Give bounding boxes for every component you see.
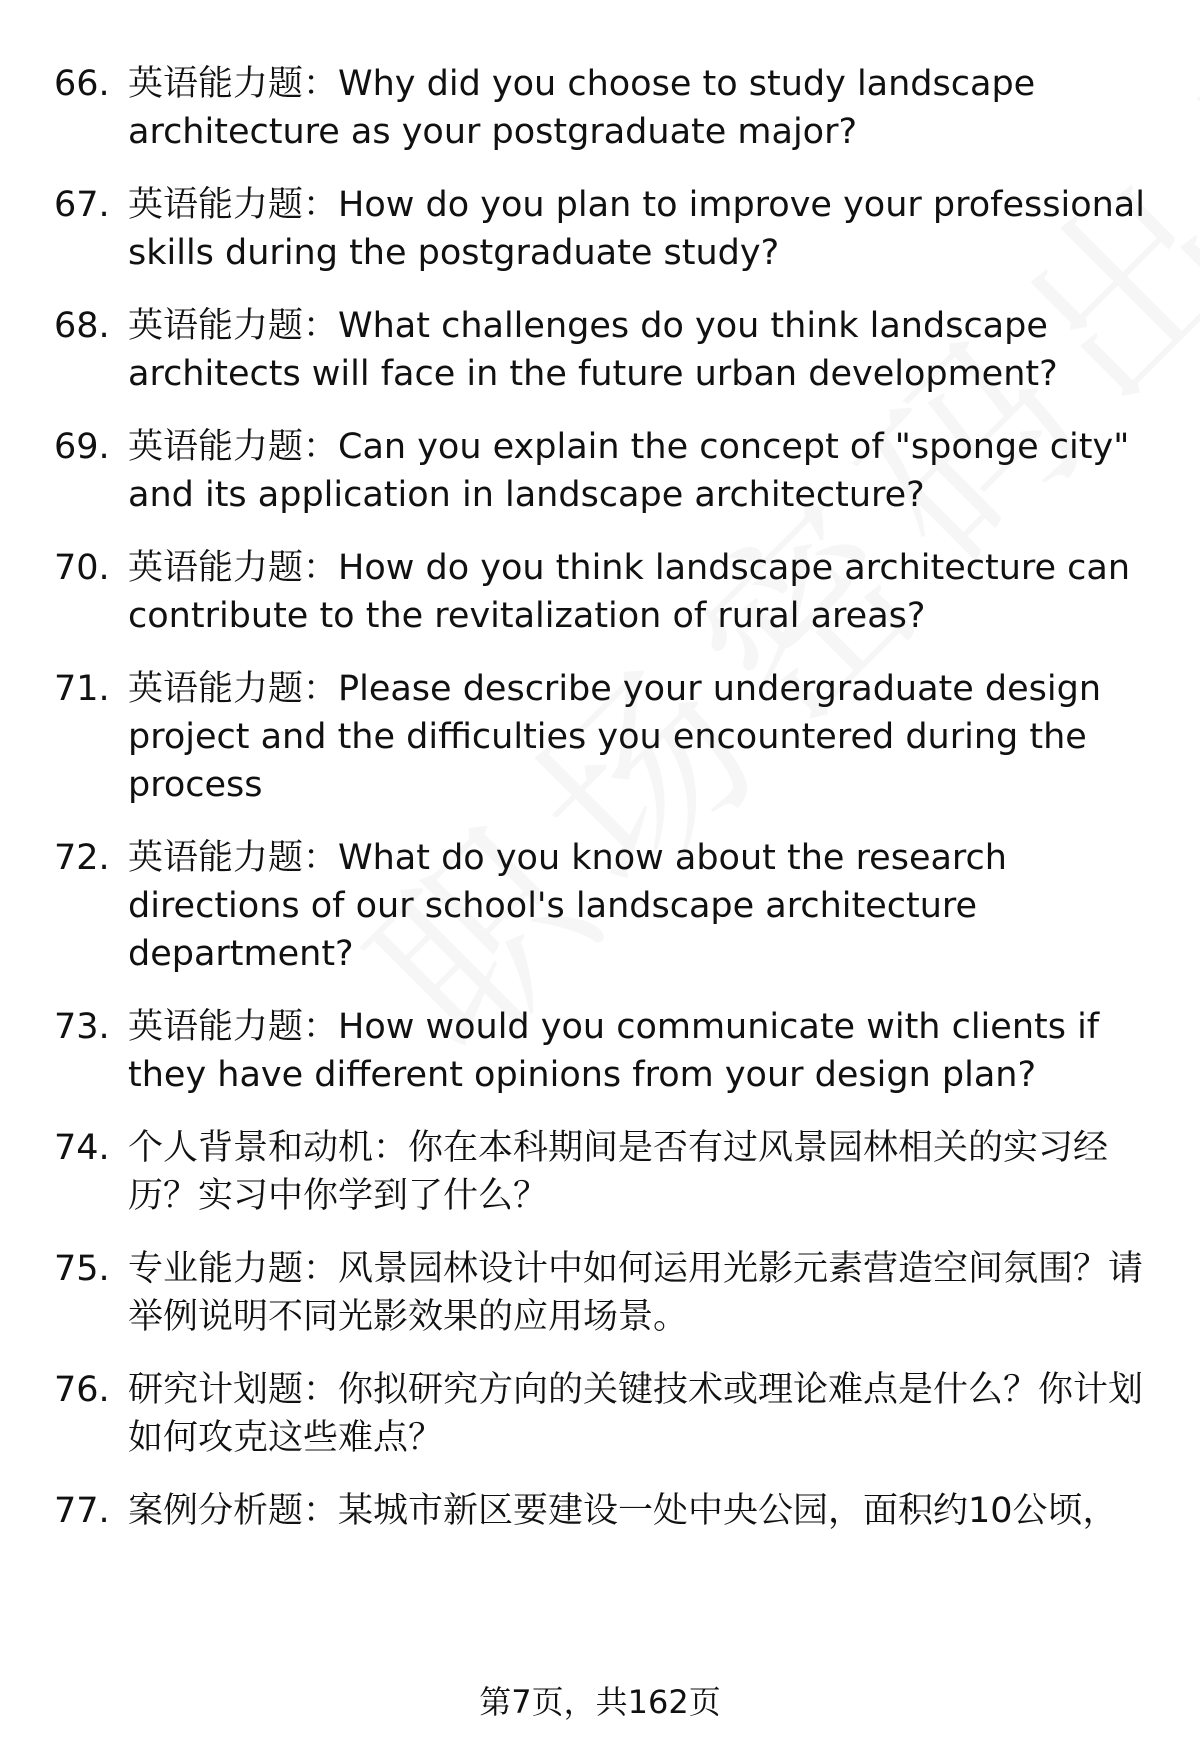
question-text: 案例分析题：某城市新区要建设一处中央公园，面积约10公顷， [128,1491,1118,1531]
question-text: 英语能力题：What challenges do you think landscape architects will face in the future urban development? [128,306,1058,394]
question-text: 英语能力题：How do you think landscape architecture can contribute to the revitalization of rural areas? [128,548,1131,636]
question-number: 73. [54,1007,110,1047]
question-item [0,1245,1200,1341]
question-text: 个人背景和动机：你在本科期间是否有过风景园林相关的实习经历？实习中你学到了什么？ [128,1128,1109,1216]
question-number: 77. [54,1491,110,1531]
question-number: 75. [54,1249,110,1289]
question-text: 英语能力题：Please describe your undergraduate design project and the difficulties you encountered during the process [128,669,1102,805]
question-number: 69. [54,427,110,467]
question-list [0,60,1200,1560]
question-item [0,834,1200,978]
question-item [0,1366,1200,1462]
question-number: 70. [54,548,110,588]
question-text: 英语能力题：What do you know about the research directions of our school's landscape architecture department? [128,838,1007,974]
question-item [0,544,1200,640]
question-number: 72. [54,838,110,878]
question-item [0,423,1200,519]
question-item [0,1124,1200,1220]
question-number: 66. [54,64,110,104]
page-number-footer: 第7页，共162页 [479,1683,721,1721]
question-text: 英语能力题：Why did you choose to study landscape architecture as your postgraduate major? [128,64,1036,152]
question-item [0,665,1200,809]
question-text: 英语能力题：How do you plan to improve your professional skills during the postgraduate study? [128,185,1145,273]
question-item [0,1003,1200,1099]
question-text: 英语能力题：Can you explain the concept of "sponge city" and its application in landscape architecture? [128,427,1130,515]
question-number: 76. [54,1370,110,1410]
question-number: 68. [54,306,110,346]
question-item [0,181,1200,277]
question-item [0,1487,1200,1535]
question-item [0,60,1200,156]
question-item [0,302,1200,398]
question-text: 专业能力题：风景园林设计中如何运用光影元素营造空间氛围？请举例说明不同光影效果的应用场景。 [128,1249,1144,1337]
question-number: 74. [54,1128,110,1168]
question-text: 研究计划题：你拟研究方向的关键技术或理论难点是什么？你计划如何攻克这些难点？ [128,1370,1144,1458]
question-text: 英语能力题：How would you communicate with clients if they have different opinions from your design plan? [128,1007,1100,1095]
question-number: 71. [54,669,110,709]
question-number: 67. [54,185,110,225]
